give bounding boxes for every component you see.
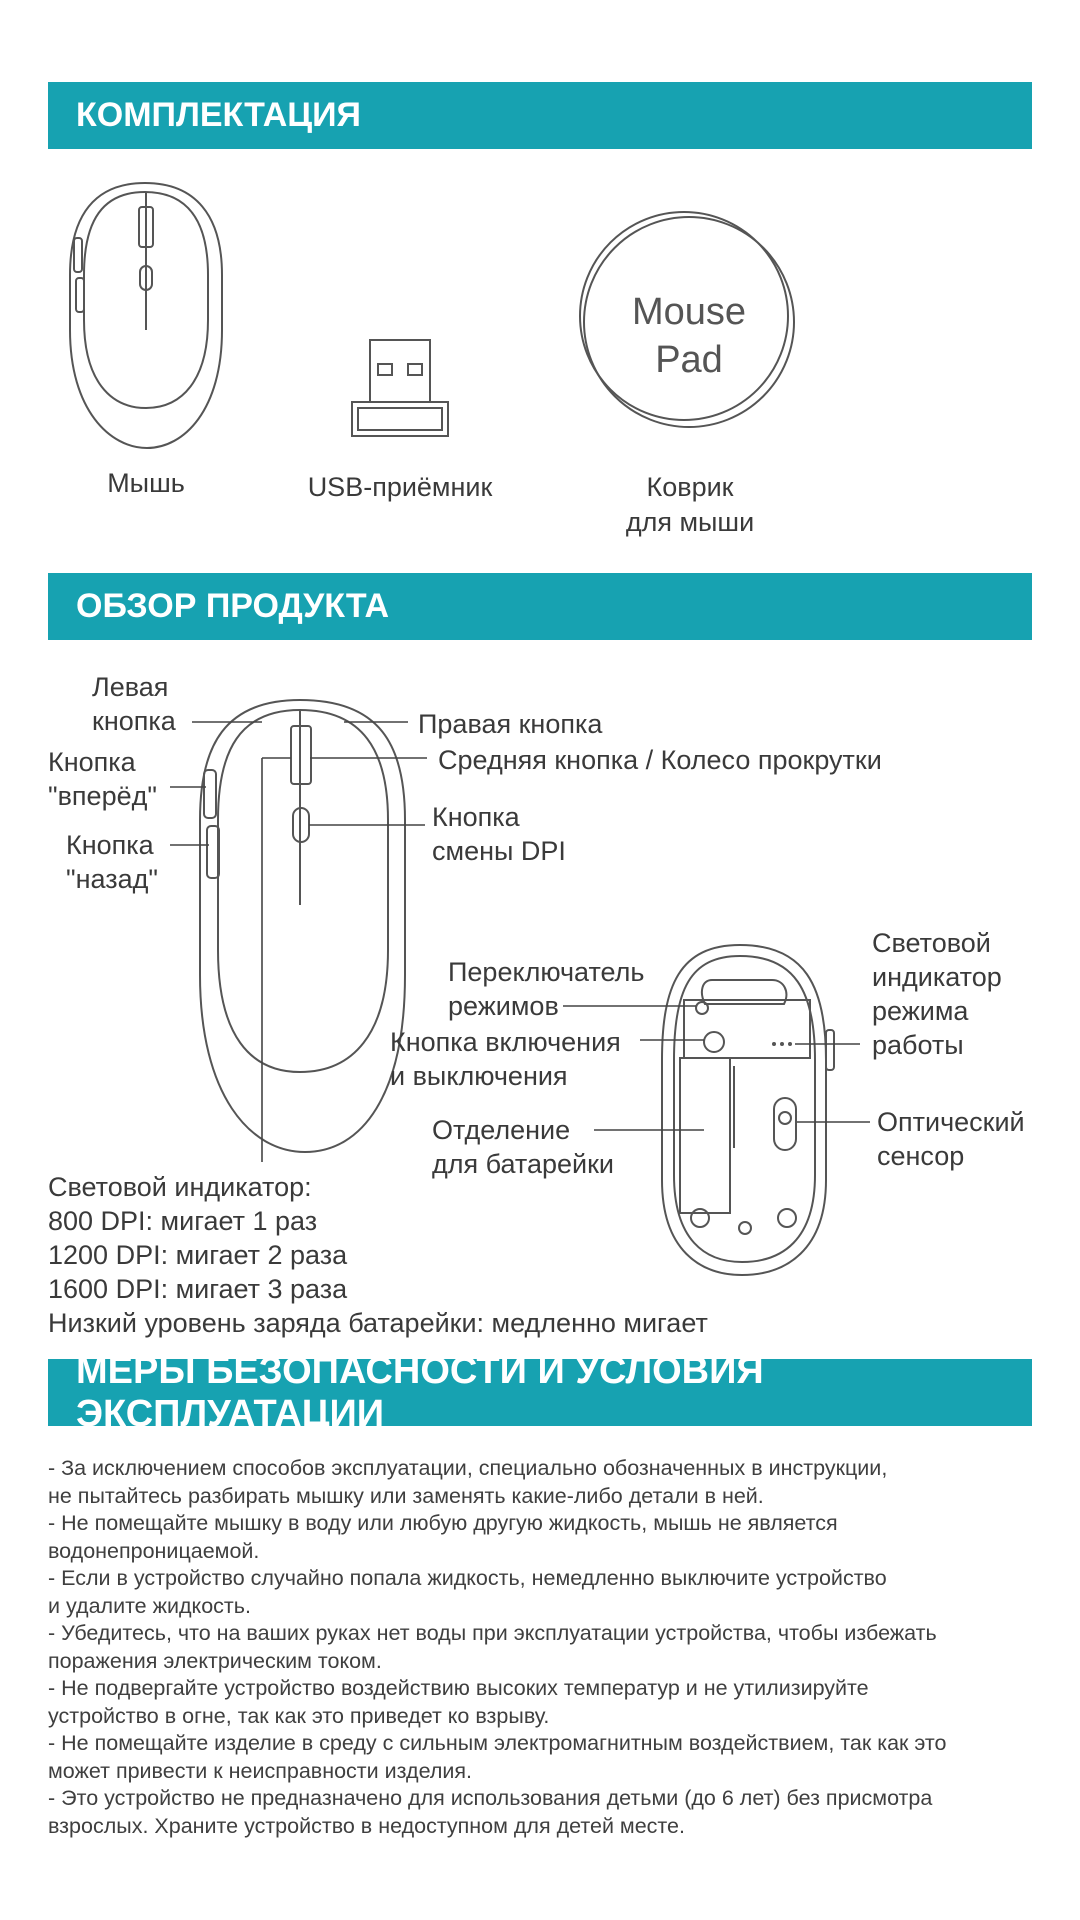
dpi-indicator-description: Световой индикатор: 800 DPI: мигает 1 раз 1200 DPI: мигает 2 раза 1600 DPI: мигает 3 раза Низкий уровень заряда батарейки: медленно мигает [48,1172,708,1338]
label-mode-indicator: Световой индикатор режима работы [872,928,1002,1060]
caption-usb-receiver: USB-приёмник [307,472,493,502]
mouse-pad-text-1: Mouse [631,291,747,333]
label-battery-compartment: Отделение для батарейки [432,1115,614,1179]
label-power-button: Кнопка включения и выключения [390,1027,621,1091]
label-forward-button: Кнопка "вперёд" [48,747,157,811]
mouse-pad-text-2: Pad [655,339,723,381]
section-header-safety: МЕРЫ БЕЗОПАСНОСТИ И УСЛОВИЯ ЭКСПЛУАТАЦИИ [48,1359,1032,1426]
caption-mouse-pad: Коврик для мыши [625,472,755,537]
caption-mouse: Мышь [107,468,185,498]
section-header-package: КОМПЛЕКТАЦИЯ [48,82,1032,149]
label-left-button: Левая кнопка [92,672,176,736]
label-back-button: Кнопка "назад" [66,830,158,894]
label-dpi-button: Кнопка смены DPI [432,802,566,866]
label-mode-switch: Переключатель режимов [448,957,645,1021]
leader-lines [170,722,870,1162]
section-header-overview: ОБЗОР ПРОДУКТА [48,573,1032,640]
usb-receiver-icon [352,340,448,436]
mouse-top-icon [70,183,222,448]
mouse-overview-top-diagram [200,700,405,1152]
label-optical-sensor: Оптический сенсор [877,1107,1025,1171]
label-middle-button: Средняя кнопка / Колесо прокрутки [438,745,882,775]
label-right-button: Правая кнопка [418,709,603,739]
safety-notes: - За исключением способов эксплуатации, специально обозначенных в инструкции, не пытайтесь разбирать мышку или заменять какие-либо детали в ней. - Не помещайте мышку в воду или любую другую жидкость, мышь не является водонепроницаемой. - Если в устройство случайно попала жидкость, немедленно выключите устройство и удалите жидкость. - Убедитесь, что на ваших руках нет воды при эксплуатации устройства, чтобы избежать поражения электрическим током. - Не подвергайте устройство воздействию высоких температур и не утилизируйте устройство в огне, так как это приведет ко взрыву. - Не помещайте изделие в среду с сильным электромагнитным воздействием, так как это может привести к неисправности изделия. - Это устройство не предназначено для использования детьми (до 6 лет) без присмотра взрослых. Храните устройство в недоступном для детей месте. [48,1456,947,1838]
